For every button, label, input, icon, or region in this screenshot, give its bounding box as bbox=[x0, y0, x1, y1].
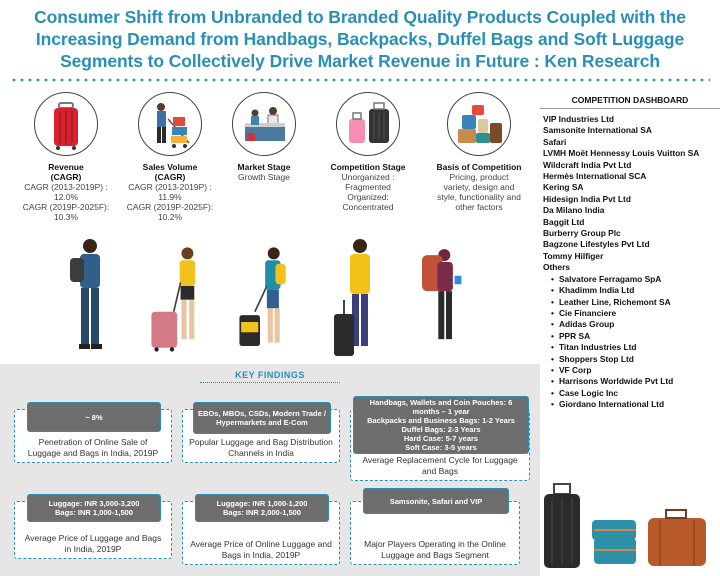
other-company-item: • Harrisons Worldwide Pvt Ltd bbox=[551, 376, 718, 387]
metric-title: Sales Volume (CAGR) bbox=[142, 162, 198, 182]
other-company-item: • Giordano International Ltd bbox=[551, 399, 718, 410]
other-company-item: • Khadimm India Ltd bbox=[551, 285, 718, 296]
key-findings-divider bbox=[200, 382, 340, 383]
finding-desc: Penetration of Online Sale of Luggage and Bags in India, 2019P bbox=[27, 437, 159, 458]
finding-card bbox=[182, 501, 340, 565]
company-list bbox=[543, 114, 718, 411]
other-company-item: • Shoppers Stop Ltd bbox=[551, 354, 718, 365]
finding-value: Samsonite, Safari and VIP bbox=[363, 488, 509, 514]
other-company-item: • Salvatore Ferragamo SpA bbox=[551, 274, 718, 285]
company-item: Burberry Group Plc bbox=[543, 228, 621, 239]
company-item: Bagzone Lifestyles Pvt Ltd bbox=[543, 239, 650, 250]
company-item: Kering SA bbox=[543, 182, 584, 193]
other-company-item: • Adidas Group bbox=[551, 319, 718, 330]
metric-value: Unorganized : Fragmented Organized: Concentrated bbox=[341, 172, 395, 212]
other-company-item: • Cie Financiere bbox=[551, 308, 718, 319]
finding-desc: Average Price of Online Luggage and Bags in India, 2019P bbox=[190, 539, 332, 560]
finding-value: Luggage: INR 3,000-3,200 Bags: INR 1,000-1,500 bbox=[27, 494, 161, 522]
finding-value: EBOs, MBOs, CSDs, Modern Trade / Hypermarkets and E-Com bbox=[193, 402, 331, 434]
metric-market-stage bbox=[212, 92, 316, 182]
metric-value: Pricing, product variety, design and style, functionality and other factors bbox=[437, 172, 521, 212]
dashboard-title: COMPETITION DASHBOARD bbox=[571, 95, 689, 105]
traveller-pink-suitcase-icon bbox=[148, 234, 208, 362]
title-line-1: Consumer Shift from Unbranded to Branded Quality Products Coupled with the bbox=[34, 7, 686, 27]
title-line-3: Segments to Collectively Drive Market Revenue in Future : Ken Research bbox=[60, 51, 660, 71]
luggage-group-icon bbox=[540, 480, 720, 576]
finding-desc: Average Price of Luggage and Bags in India, 2019P bbox=[24, 533, 162, 554]
company-item: Samsonite International SA bbox=[543, 125, 652, 136]
metric-title: Market Stage bbox=[237, 162, 291, 172]
other-company-item: • Titan Industries Ltd bbox=[551, 342, 718, 353]
company-item: Others bbox=[543, 262, 570, 273]
company-item: Tommy Hilfiger bbox=[543, 250, 604, 261]
red-suitcase-icon bbox=[34, 92, 98, 156]
metric-title: Basis of Competition bbox=[436, 162, 522, 172]
other-company-item: • Leather Line, Richemont SA bbox=[551, 297, 718, 308]
dashboard-divider bbox=[540, 108, 720, 109]
luggage-stack-icon bbox=[447, 92, 511, 156]
company-item: LVMH Moët Hennessy Louis Vuitton SA bbox=[543, 148, 700, 159]
metric-competition-stage bbox=[316, 92, 420, 212]
luggage-trolley-icon bbox=[138, 92, 202, 156]
metric-revenue bbox=[14, 92, 118, 222]
others-list bbox=[551, 274, 718, 411]
finding-card bbox=[14, 501, 172, 559]
finding-card bbox=[350, 496, 520, 565]
other-company-item: • VF Corp bbox=[551, 365, 718, 376]
suitcases-icon bbox=[336, 92, 400, 156]
traveller-large-backpack-icon bbox=[410, 234, 470, 362]
finding-value: ~ 8% bbox=[27, 402, 161, 432]
traveller-black-suitcase-icon bbox=[330, 234, 390, 362]
travellers-illustration bbox=[0, 232, 540, 362]
company-item: Hidesign India Pvt Ltd bbox=[543, 193, 631, 204]
finding-value: Handbags, Wallets and Coin Pouches: 6 months – 1 year Backpacks and Business Bags: 1-2 Years Duffel Bags: 2-3 Years Hard Case: 5-7 years Soft Case: 3-5 years bbox=[353, 396, 529, 454]
company-item: Da Milano India bbox=[543, 205, 605, 216]
title-line-2: Increasing Demand from Handbags, Backpacks, Duffel Bags and Soft Luggage bbox=[35, 29, 685, 49]
other-company-item: • Case Logic Inc bbox=[551, 388, 718, 399]
company-item: Safari bbox=[543, 136, 567, 147]
finding-value: Luggage: INR 1,000-1,200 Bags: INR 2,000-1,500 bbox=[195, 494, 329, 522]
key-findings-title: KEY FINDINGS bbox=[235, 370, 305, 380]
page-title bbox=[0, 6, 720, 72]
company-item: Baggit Ltd bbox=[543, 216, 585, 227]
traveller-backpack-icon bbox=[60, 234, 120, 362]
key-findings-section bbox=[0, 364, 540, 576]
metric-value: Growth Stage bbox=[238, 172, 290, 182]
metric-value: CAGR (2013-2019P) : 11.9% CAGR (2019P-2025F): 10.2% bbox=[126, 182, 214, 222]
store-counter-icon bbox=[232, 92, 296, 156]
title-divider bbox=[10, 78, 710, 82]
finding-card bbox=[182, 409, 340, 463]
metric-title: Revenue (CAGR) bbox=[48, 162, 84, 182]
metric-sales-volume bbox=[118, 92, 222, 222]
company-item: VIP Industries Ltd bbox=[543, 114, 615, 124]
metric-basis-competition bbox=[424, 92, 534, 212]
traveller-yellow-backpack-icon bbox=[236, 234, 296, 362]
finding-desc: Major Players Operating in the Online Luggage and Bags Segment bbox=[364, 539, 506, 560]
company-item: Hermès International SCA bbox=[543, 171, 647, 182]
finding-desc: Popular Luggage and Bag Distribution Channels in India bbox=[189, 437, 333, 458]
metric-value: CAGR (2013-2019P) : 12.0% CAGR (2019P-2025F): 10.3% bbox=[22, 182, 110, 222]
finding-card bbox=[350, 398, 530, 481]
metric-title: Competition Stage bbox=[330, 162, 406, 172]
other-company-item: • PPR SA bbox=[551, 331, 718, 342]
company-item: Wildcraft India Pvt Ltd bbox=[543, 159, 632, 170]
finding-card bbox=[14, 409, 172, 463]
finding-desc: Average Replacement Cycle for Luggage and Bags bbox=[362, 455, 518, 476]
